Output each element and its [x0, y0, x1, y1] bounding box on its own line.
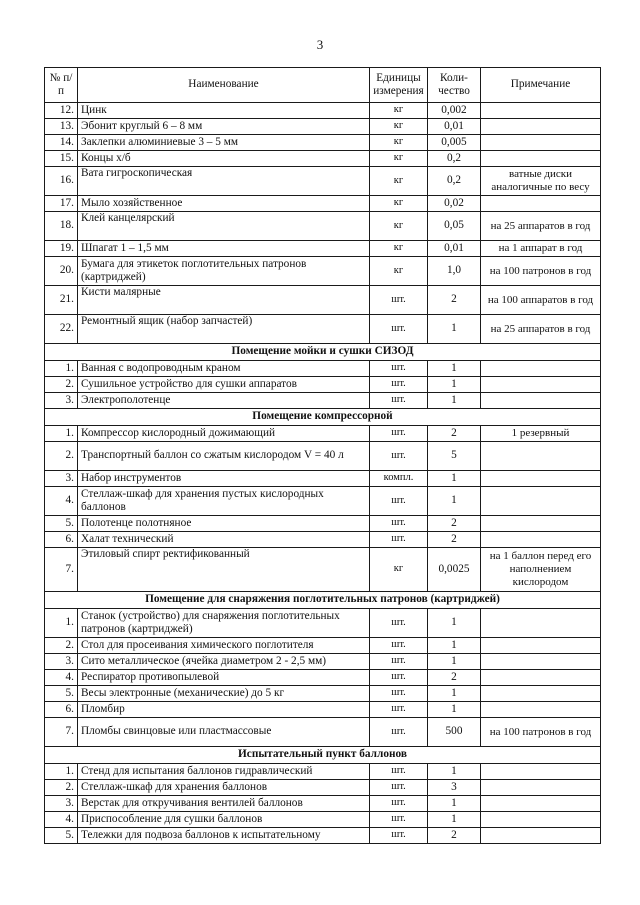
item-unit: шт.	[370, 516, 428, 532]
section-header-row	[45, 409, 601, 426]
item-name: Стенд для испытания баллонов гидравлический	[78, 764, 370, 780]
table-row	[45, 426, 601, 442]
item-note	[481, 103, 601, 119]
item-quantity: 2	[428, 286, 481, 315]
table-row	[45, 315, 601, 344]
item-note: на 100 аппаратов в год	[481, 286, 601, 315]
item-unit: шт.	[370, 426, 428, 442]
item-quantity: 1	[428, 702, 481, 718]
row-number: 5.	[45, 686, 78, 702]
row-number: 6.	[45, 702, 78, 718]
item-note: на 100 патронов в год	[481, 257, 601, 286]
item-quantity: 1	[428, 764, 481, 780]
item-quantity: 0,01	[428, 241, 481, 257]
item-note	[481, 361, 601, 377]
table-row	[45, 212, 601, 241]
item-name: Весы электронные (механические) до 5 кг	[78, 686, 370, 702]
row-number: 19.	[45, 241, 78, 257]
table-row	[45, 196, 601, 212]
item-name: Цинк	[78, 103, 370, 119]
item-unit: шт.	[370, 377, 428, 393]
section-header-row	[45, 344, 601, 361]
table-row	[45, 532, 601, 548]
item-unit: кг	[370, 196, 428, 212]
item-note	[481, 764, 601, 780]
row-number: 20.	[45, 257, 78, 286]
item-unit: шт.	[370, 654, 428, 670]
item-quantity: 1	[428, 638, 481, 654]
item-unit: шт.	[370, 812, 428, 828]
item-name: Шпагат 1 – 1,5 мм	[78, 241, 370, 257]
row-number: 1.	[45, 361, 78, 377]
table-row	[45, 442, 601, 471]
item-name: Стеллаж-шкаф для хранения пустых кислородных баллонов	[78, 487, 370, 516]
table-row	[45, 487, 601, 516]
row-number: 22.	[45, 315, 78, 344]
row-number: 4.	[45, 670, 78, 686]
item-name: Полотенце полотняное	[78, 516, 370, 532]
item-note	[481, 442, 601, 471]
item-quantity: 0,05	[428, 212, 481, 241]
item-unit: кг	[370, 548, 428, 592]
item-note	[481, 471, 601, 487]
row-number: 1.	[45, 764, 78, 780]
column-header-name: Наименование	[78, 68, 370, 103]
item-note: на 1 аппарат в год	[481, 241, 601, 257]
item-name: Стол для просеивания химического поглотителя	[78, 638, 370, 654]
item-unit: шт.	[370, 670, 428, 686]
row-number: 5.	[45, 828, 78, 844]
item-note	[481, 654, 601, 670]
item-quantity: 1,0	[428, 257, 481, 286]
section-title: Помещение компрессорной	[45, 409, 601, 426]
column-header-note: Примечание	[481, 68, 601, 103]
row-number: 18.	[45, 212, 78, 241]
item-name: Сито металлическое (ячейка диаметром 2 - 2,5 мм)	[78, 654, 370, 670]
row-number: 17.	[45, 196, 78, 212]
item-quantity: 0,02	[428, 196, 481, 212]
row-number: 3.	[45, 471, 78, 487]
row-number: 3.	[45, 393, 78, 409]
item-unit: шт.	[370, 487, 428, 516]
item-quantity: 1	[428, 393, 481, 409]
row-number: 6.	[45, 532, 78, 548]
item-name: Компрессор кислородный дожимающий	[78, 426, 370, 442]
item-unit: кг	[370, 167, 428, 196]
item-unit: шт.	[370, 780, 428, 796]
item-note	[481, 670, 601, 686]
item-quantity: 0,0025	[428, 548, 481, 592]
row-number: 13.	[45, 119, 78, 135]
table-row	[45, 151, 601, 167]
table-row	[45, 828, 601, 844]
item-quantity: 500	[428, 718, 481, 747]
item-name: Ванная с водопроводным краном	[78, 361, 370, 377]
item-name: Кисти малярные	[78, 286, 370, 315]
item-quantity: 0,005	[428, 135, 481, 151]
item-quantity: 2	[428, 516, 481, 532]
item-note: на 100 патронов в год	[481, 718, 601, 747]
table-row	[45, 377, 601, 393]
table-row	[45, 516, 601, 532]
item-unit: шт.	[370, 796, 428, 812]
item-quantity: 1	[428, 471, 481, 487]
item-name: Приспособление для сушки баллонов	[78, 812, 370, 828]
item-name: Заклепки алюминиевые 3 – 5 мм	[78, 135, 370, 151]
item-unit: шт.	[370, 361, 428, 377]
item-unit: кг	[370, 257, 428, 286]
item-quantity: 5	[428, 442, 481, 471]
item-name: Клей канцелярский	[78, 212, 370, 241]
item-unit: шт.	[370, 315, 428, 344]
column-header-num: № п/п	[45, 68, 78, 103]
row-number: 16.	[45, 167, 78, 196]
item-quantity: 2	[428, 532, 481, 548]
item-unit: шт.	[370, 532, 428, 548]
section-header-row	[45, 747, 601, 764]
item-note	[481, 686, 601, 702]
item-quantity: 1	[428, 377, 481, 393]
item-name: Мыло хозяйственное	[78, 196, 370, 212]
item-name: Респиратор противопылевой	[78, 670, 370, 686]
item-note	[481, 609, 601, 638]
table-row	[45, 796, 601, 812]
item-note: на 25 аппаратов в год	[481, 212, 601, 241]
item-quantity: 1	[428, 487, 481, 516]
row-number: 2.	[45, 638, 78, 654]
row-number: 1.	[45, 609, 78, 638]
item-note	[481, 487, 601, 516]
item-name: Верстак для откручивания вентилей баллонов	[78, 796, 370, 812]
table-row	[45, 780, 601, 796]
section-title: Испытательный пункт баллонов	[45, 747, 601, 764]
item-quantity: 0,2	[428, 167, 481, 196]
table-row	[45, 119, 601, 135]
row-number: 7.	[45, 718, 78, 747]
item-name: Вата гигроскопическая	[78, 167, 370, 196]
table-header-row	[45, 68, 601, 103]
table-row	[45, 103, 601, 119]
table-row	[45, 702, 601, 718]
item-unit: кг	[370, 212, 428, 241]
table-row	[45, 393, 601, 409]
item-quantity: 2	[428, 670, 481, 686]
item-quantity: 0,2	[428, 151, 481, 167]
item-name: Пломбир	[78, 702, 370, 718]
row-number: 2.	[45, 377, 78, 393]
item-name: Пломбы свинцовые или пластмассовые	[78, 718, 370, 747]
row-number: 15.	[45, 151, 78, 167]
item-note	[481, 151, 601, 167]
item-note	[481, 196, 601, 212]
item-unit: кг	[370, 241, 428, 257]
section-header-row	[45, 592, 601, 609]
table-row	[45, 548, 601, 592]
item-unit: шт.	[370, 718, 428, 747]
item-unit: шт.	[370, 828, 428, 844]
item-note	[481, 532, 601, 548]
table-row	[45, 257, 601, 286]
item-quantity: 1	[428, 609, 481, 638]
table-row	[45, 241, 601, 257]
row-number: 5.	[45, 516, 78, 532]
row-number: 21.	[45, 286, 78, 315]
item-note	[481, 516, 601, 532]
inventory-table	[44, 67, 601, 844]
column-header-qty: Коли- чество	[428, 68, 481, 103]
item-unit: кг	[370, 135, 428, 151]
item-note	[481, 119, 601, 135]
item-quantity: 3	[428, 780, 481, 796]
item-name: Тележки для подвоза баллонов к испытательному	[78, 828, 370, 844]
table-row	[45, 638, 601, 654]
item-unit: шт.	[370, 702, 428, 718]
item-name: Эбонит круглый 6 – 8 мм	[78, 119, 370, 135]
row-number: 3.	[45, 796, 78, 812]
page-number: 3	[316, 37, 324, 52]
table-row	[45, 471, 601, 487]
table-row	[45, 286, 601, 315]
column-header-unit: Единицы измерения	[370, 68, 428, 103]
row-number: 1.	[45, 426, 78, 442]
item-quantity: 1	[428, 361, 481, 377]
section-title: Помещение мойки и сушки СИЗОД	[45, 344, 601, 361]
item-note	[481, 638, 601, 654]
item-quantity: 1	[428, 654, 481, 670]
row-number: 2.	[45, 442, 78, 471]
item-note: 1 резервный	[481, 426, 601, 442]
item-name: Ремонтный ящик (набор запчастей)	[78, 315, 370, 344]
item-name: Халат технический	[78, 532, 370, 548]
item-unit: шт.	[370, 286, 428, 315]
item-quantity: 2	[428, 828, 481, 844]
row-number: 4.	[45, 812, 78, 828]
item-note	[481, 812, 601, 828]
item-name: Станок (устройство) для снаряжения поглотительных патронов (картриджей)	[78, 609, 370, 638]
table-row	[45, 764, 601, 780]
item-quantity: 1	[428, 812, 481, 828]
item-note	[481, 796, 601, 812]
item-note	[481, 828, 601, 844]
table-row	[45, 654, 601, 670]
item-note: ватные диски аналогичные по весу	[481, 167, 601, 196]
item-name: Этиловый спирт ректификованный	[78, 548, 370, 592]
item-unit: шт.	[370, 686, 428, 702]
item-quantity: 1	[428, 686, 481, 702]
row-number: 3.	[45, 654, 78, 670]
row-number: 14.	[45, 135, 78, 151]
item-name: Электрополотенце	[78, 393, 370, 409]
item-unit: кг	[370, 103, 428, 119]
item-unit: шт.	[370, 442, 428, 471]
item-unit: компл.	[370, 471, 428, 487]
table-row	[45, 812, 601, 828]
item-note: на 1 баллон перед его наполнением кислородом	[481, 548, 601, 592]
table-row	[45, 686, 601, 702]
item-quantity: 2	[428, 426, 481, 442]
table-row	[45, 670, 601, 686]
item-note	[481, 135, 601, 151]
item-quantity: 0,01	[428, 119, 481, 135]
item-name: Набор инструментов	[78, 471, 370, 487]
row-number: 4.	[45, 487, 78, 516]
table-row	[45, 361, 601, 377]
item-name: Бумага для этикеток поглотительных патронов (картриджей)	[78, 257, 370, 286]
item-note	[481, 377, 601, 393]
table-row	[45, 167, 601, 196]
row-number: 12.	[45, 103, 78, 119]
item-quantity: 0,002	[428, 103, 481, 119]
table-row	[45, 135, 601, 151]
table-row	[45, 718, 601, 747]
item-unit: шт.	[370, 638, 428, 654]
item-note	[481, 780, 601, 796]
section-title: Помещение для снаряжения поглотительных патронов (картриджей)	[45, 592, 601, 609]
item-quantity: 1	[428, 796, 481, 812]
item-unit: кг	[370, 151, 428, 167]
item-unit: шт.	[370, 393, 428, 409]
row-number: 7.	[45, 548, 78, 592]
item-unit: кг	[370, 119, 428, 135]
item-unit: шт.	[370, 609, 428, 638]
row-number: 2.	[45, 780, 78, 796]
item-note: на 25 аппаратов в год	[481, 315, 601, 344]
item-unit: шт.	[370, 764, 428, 780]
item-name: Сушильное устройство для сушки аппаратов	[78, 377, 370, 393]
item-quantity: 1	[428, 315, 481, 344]
item-name: Транспортный баллон со сжатым кислородом V = 40 л	[78, 442, 370, 471]
table-row	[45, 609, 601, 638]
item-name: Концы х/б	[78, 151, 370, 167]
item-note	[481, 702, 601, 718]
item-note	[481, 393, 601, 409]
item-name: Стеллаж-шкаф для хранения баллонов	[78, 780, 370, 796]
